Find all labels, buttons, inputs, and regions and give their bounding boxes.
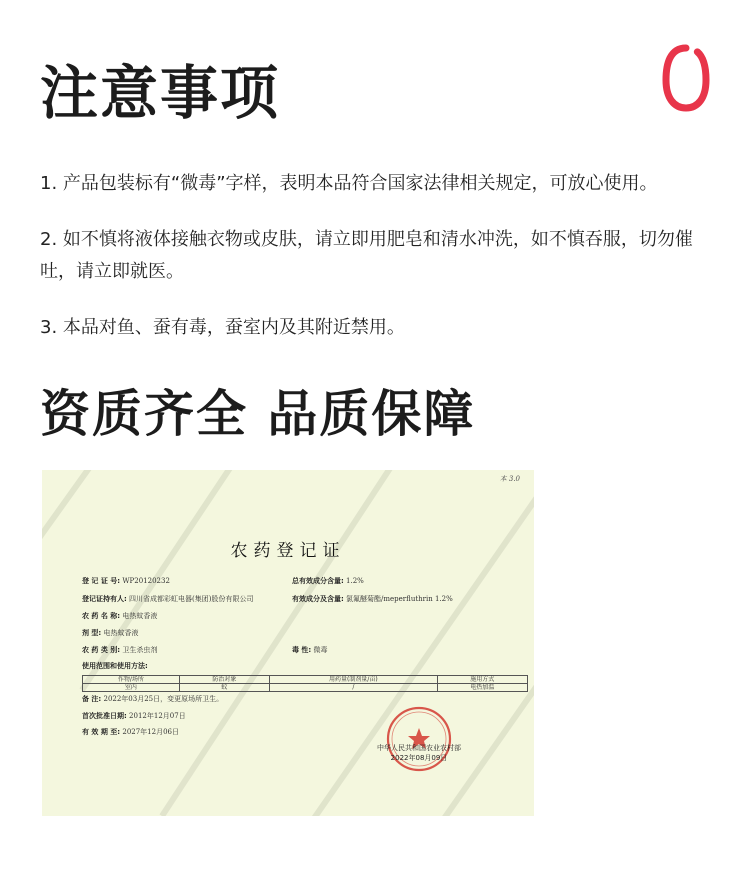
category-label: 农 药 类 别: xyxy=(82,646,121,654)
toxicity-value: 微毒 xyxy=(313,646,328,654)
first-approval-row xyxy=(82,712,186,721)
table-cell: 电热加温 xyxy=(437,684,527,692)
category-value: 卫生杀虫剂 xyxy=(122,646,158,654)
holder-row xyxy=(82,595,254,604)
first-approval-label: 首次批准日期: xyxy=(82,712,127,720)
section-title-quality: 资质齐全 品质保障 xyxy=(40,385,476,443)
remark-row xyxy=(82,695,223,704)
note-item: 1. 产品包装标有“微毒”字样，表明本品符合国家法律相关规定，可放心使用。 xyxy=(40,173,658,194)
first-approval-value: 2012年12月07日 xyxy=(129,712,186,720)
usage-table xyxy=(82,675,528,692)
reg-no-row xyxy=(82,577,170,586)
table-header-cell: 施用方式 xyxy=(437,676,527,684)
holder-label: 登记证持有人: xyxy=(82,595,127,603)
table-cell: 蚊 xyxy=(179,684,269,692)
pesticide-name-row xyxy=(82,612,157,621)
pesticide-name-value: 电热蚊香液 xyxy=(122,612,158,620)
total-content-label: 总有效成分含量: xyxy=(292,577,344,585)
ingredient-row xyxy=(292,595,453,604)
pesticide-name-label: 农 药 名 称: xyxy=(82,612,121,620)
total-content-value: 1.2% xyxy=(346,577,364,585)
note-item: 2. 如不慎将液体接触衣物或皮肤，请立即用肥皂和清水冲洗，如不慎吞服，切勿催吐，请立即就医。 xyxy=(40,229,693,282)
issuer-block xyxy=(364,743,474,763)
table-header-cell: 防治对象 xyxy=(179,676,269,684)
remark-value: 2022年03月25日，变更原场所卫生。 xyxy=(103,695,224,703)
valid-until-row xyxy=(82,728,179,737)
ingredient-value: 氯氟醚菊酯/meperfluthrin 1.2% xyxy=(346,595,453,603)
pesticide-registration-certificate xyxy=(42,470,534,816)
note-item: 3. 本品对鱼、蚕有毒，蚕室内及其附近禁用。 xyxy=(40,317,405,338)
notes-list xyxy=(40,168,710,368)
table-row xyxy=(83,684,528,692)
form-label: 剂 型: xyxy=(82,629,102,637)
section-title-notes: 注意事项 xyxy=(40,59,281,127)
table-header-row xyxy=(83,676,528,684)
table-cell: 室内 xyxy=(83,684,180,692)
valid-until-value: 2027年12月06日 xyxy=(122,728,179,736)
category-row xyxy=(82,646,157,655)
watermark-pattern xyxy=(42,470,534,816)
table-cell: / xyxy=(270,684,437,692)
certificate-title: 农药登记证 xyxy=(230,541,346,561)
remark-label: 备 注: xyxy=(82,695,102,703)
usage-row xyxy=(82,662,148,671)
reg-no-value: WP20120232 xyxy=(122,577,170,585)
usage-label: 使用范围和使用方法: xyxy=(82,662,148,670)
ingredient-label: 有效成分及含量: xyxy=(292,595,344,603)
total-content-row xyxy=(292,577,364,586)
issue-date: 2022年08月09日 xyxy=(390,754,448,762)
official-seal-icon xyxy=(384,704,454,774)
issuer-name: 中华人民共和国农业农村部 xyxy=(377,744,461,752)
form-value: 电热蚊香液 xyxy=(103,629,139,637)
toxicity-label: 毒 性: xyxy=(292,646,312,654)
table-header-cell: 作物/场所 xyxy=(83,676,180,684)
reg-no-label: 登 记 证 号: xyxy=(82,577,121,585)
table-header-cell: 用药量(制剂量/亩) xyxy=(270,676,437,684)
brand-logo-icon xyxy=(660,42,712,114)
holder-value: 四川省成都彩虹电器(集团)股份有限公司 xyxy=(129,595,254,603)
valid-until-label: 有 效 期 至: xyxy=(82,728,121,736)
form-row xyxy=(82,629,138,638)
toxicity-row xyxy=(292,646,327,655)
corner-mark: 本 3.0 xyxy=(499,475,520,483)
